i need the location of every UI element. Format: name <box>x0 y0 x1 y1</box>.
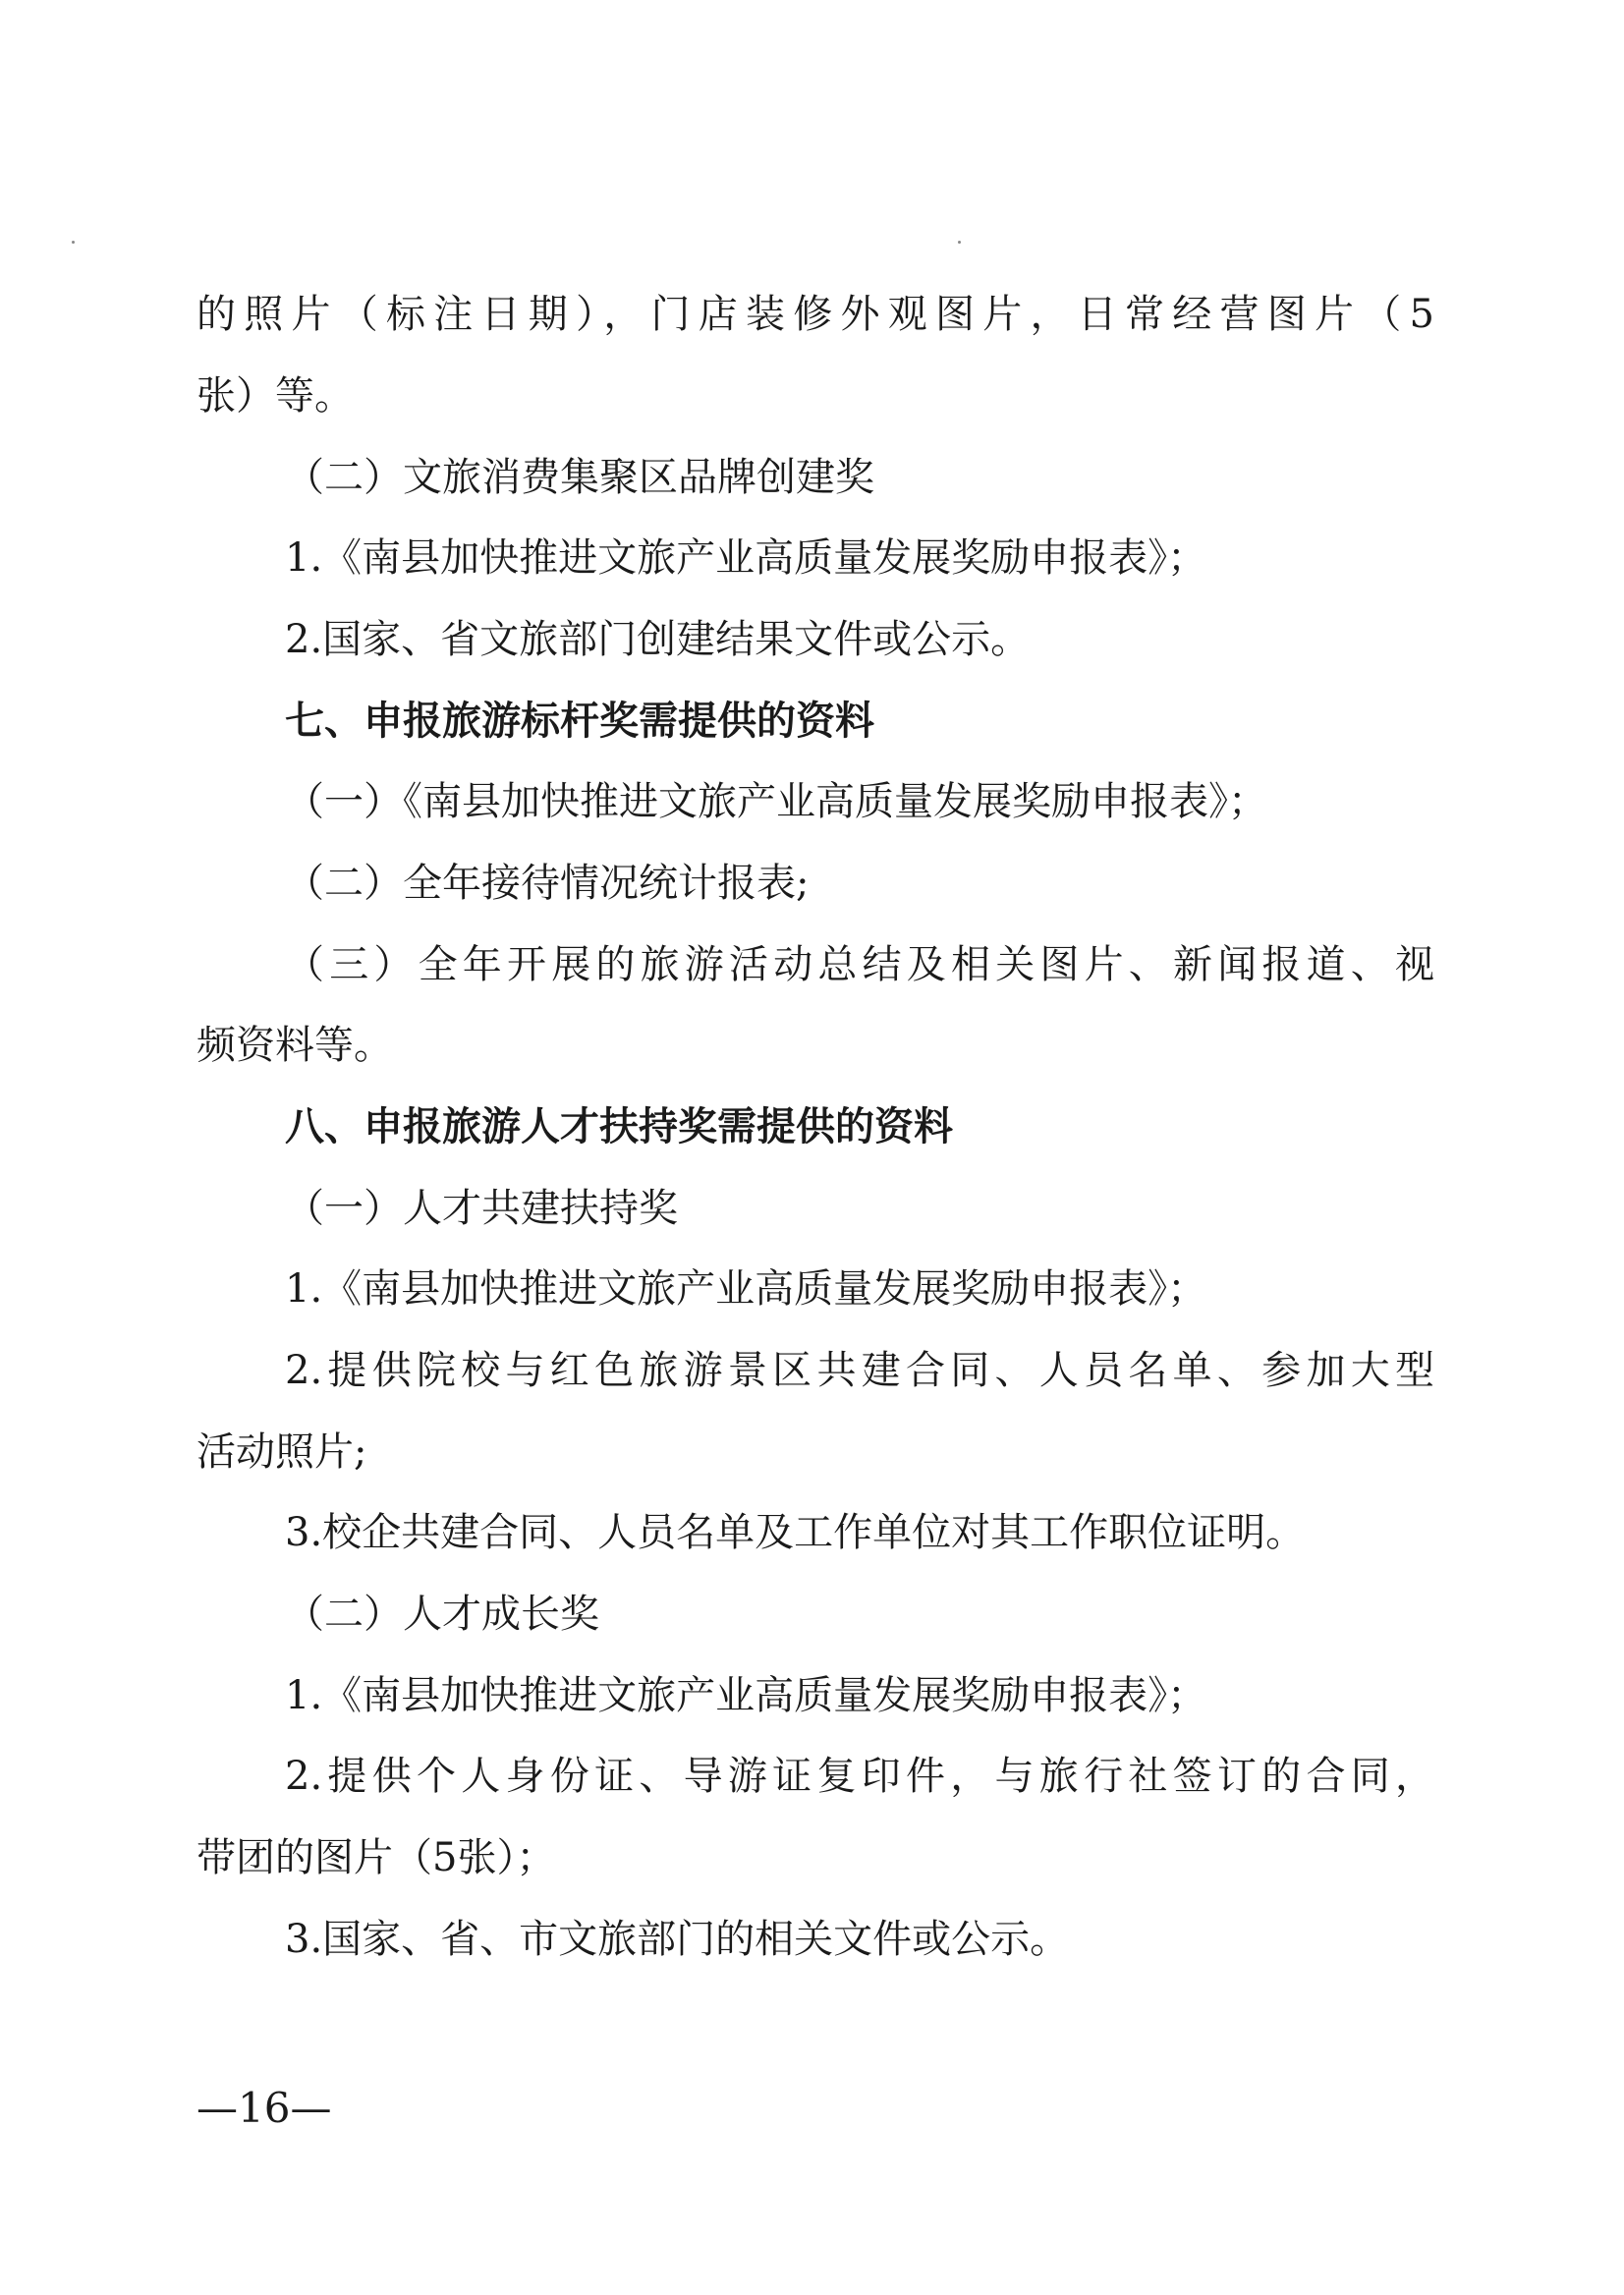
list-item: 1.《南县加快推进文旅产业高质量发展奖励申报表》； <box>285 1266 1207 1312</box>
body-line: 带团的图片（5张）； <box>196 1835 556 1880</box>
list-item: （三）全年开展的旅游活动总结及相关图片、新闻报道、视 <box>285 942 1434 987</box>
body-line: 频资料等。 <box>196 1023 393 1068</box>
list-item: （一）《南县加快推进文旅产业高质量发展奖励申报表》； <box>285 779 1267 824</box>
list-item: 2.提供个人身份证、导游证复印件，与旅行社签订的合同， <box>285 1754 1434 1799</box>
list-item: 2.国家、省文旅部门创建结果文件或公示。 <box>285 617 1031 662</box>
scan-speck <box>958 241 961 244</box>
list-item: 3.国家、省、市文旅部门的相关文件或公示。 <box>285 1917 1070 1962</box>
list-item: 3.校企共建合同、人员名单及工作单位对其工作职位证明。 <box>285 1510 1306 1555</box>
body-line: 的照片（标注日期），门店装修外观图片，日常经营图片（5 <box>196 292 1434 337</box>
list-item: 1.《南县加快推进文旅产业高质量发展奖励申报表》； <box>285 535 1207 581</box>
list-item: （二）全年接待情况统计报表; <box>285 861 810 906</box>
section-subheading: （二）人才成长奖 <box>285 1592 599 1637</box>
section-subheading: （二）文旅消费集聚区品牌创建奖 <box>285 455 874 500</box>
section-heading: 七、申报旅游标杆奖需提供的资料 <box>285 699 874 744</box>
page-number: —16— <box>196 2084 332 2132</box>
section-heading: 八、申报旅游人才扶持奖需提供的资料 <box>285 1104 953 1149</box>
section-subheading: （一）人才共建扶持奖 <box>285 1186 678 1231</box>
list-item: 1.《南县加快推进文旅产业高质量发展奖励申报表》； <box>285 1673 1207 1718</box>
body-line: 活动照片; <box>196 1429 367 1475</box>
list-item: 2.提供院校与红色旅游景区共建合同、人员名单、参加大型 <box>285 1348 1434 1393</box>
body-line: 张）等。 <box>196 373 354 419</box>
scan-speck <box>72 241 75 244</box>
